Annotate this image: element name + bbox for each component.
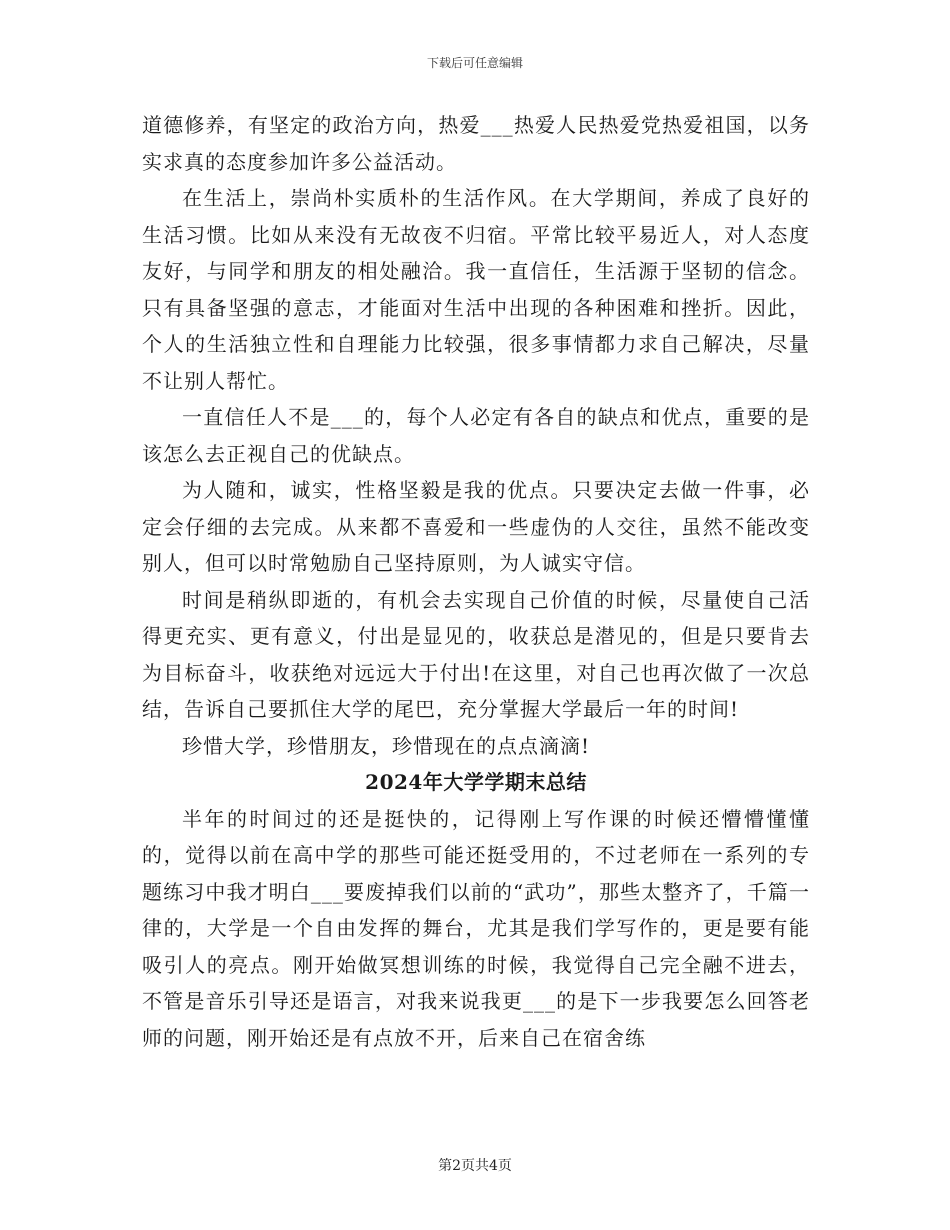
header-note: 下载后可任意编辑 [426, 56, 523, 70]
page-number: 第2页共4页 [438, 1158, 512, 1174]
paragraph-personality: 为人随和，诚实，性格坚毅是我的优点。只要决定去做一件事，必定会仔细的去完成。从来都不喜爱和一些虚伪的人交往，虽然不能改变别人，但可以时常勉励自己坚持原则，为人诚实守信。 [142, 478, 810, 575]
section-title: 2024年大学学期末总结 [365, 770, 587, 794]
paragraph-strengths-weaknesses: 一直信任人不是___的，每个人必定有各自的缺点和优点，重要的是该怎么去正视自己的优缺点。 [142, 405, 810, 466]
paragraph-semester-summary: 半年的时间过的还是挺快的，记得刚上写作课的时候还懵懵懂懂的，觉得以前在高中学的那些可能还挺受用的，不过老师在一系列的专题练习中我才明白___要废掉我们以前的“武功”，那些太整齐了，千篇一律的，大学是一个自由发挥的舞台，尤其是我们学写作的，更是要有能吸引人的亮点。刚开始做冥想训练的时候，我觉得自己完全融不进去，不管是音乐引导还是语言，对我来说我更___的是下一步我要怎么回答老师的问题，刚开始还是有点放不开，后来自己在宿舍练 [142, 806, 810, 1050]
paragraph-time: 时间是稍纵即逝的，有机会去实现自己价值的时候，尽量使自己活得更充实、更有意义，付出是显见的，收获总是潜见的，但是只要肯去为目标奋斗，收获绝对远远大于付出!在这里，对自己也再次做了一次总结，告诉自己要抓住大学的尾巴，充分掌握大学最后一年的时间! [142, 587, 810, 721]
document-body [142, 107, 810, 1056]
paragraph-continuation: 道德修养，有坚定的政治方向，热爱___热爱人民热爱党热爱祖国，以务实求真的态度参加许多公益活动。 [142, 113, 810, 174]
paragraph-life: 在生活上，崇尚朴实质朴的生活作风。在大学期间，养成了良好的生活习惯。比如从来没有无故夜不归宿。平常比较平易近人，对人态度友好，与同学和朋友的相处融洽。我一直信任，生活源于坚韧的信念。只有具备坚强的意志，才能面对生活中出现的各种困难和挫折。因此，个人的生活独立性和自理能力比较强，很多事情都力求自己解决，尽量不让别人帮忙。 [142, 186, 810, 393]
paragraph-cherish: 珍惜大学，珍惜朋友，珍惜现在的点点滴滴! [182, 733, 591, 758]
